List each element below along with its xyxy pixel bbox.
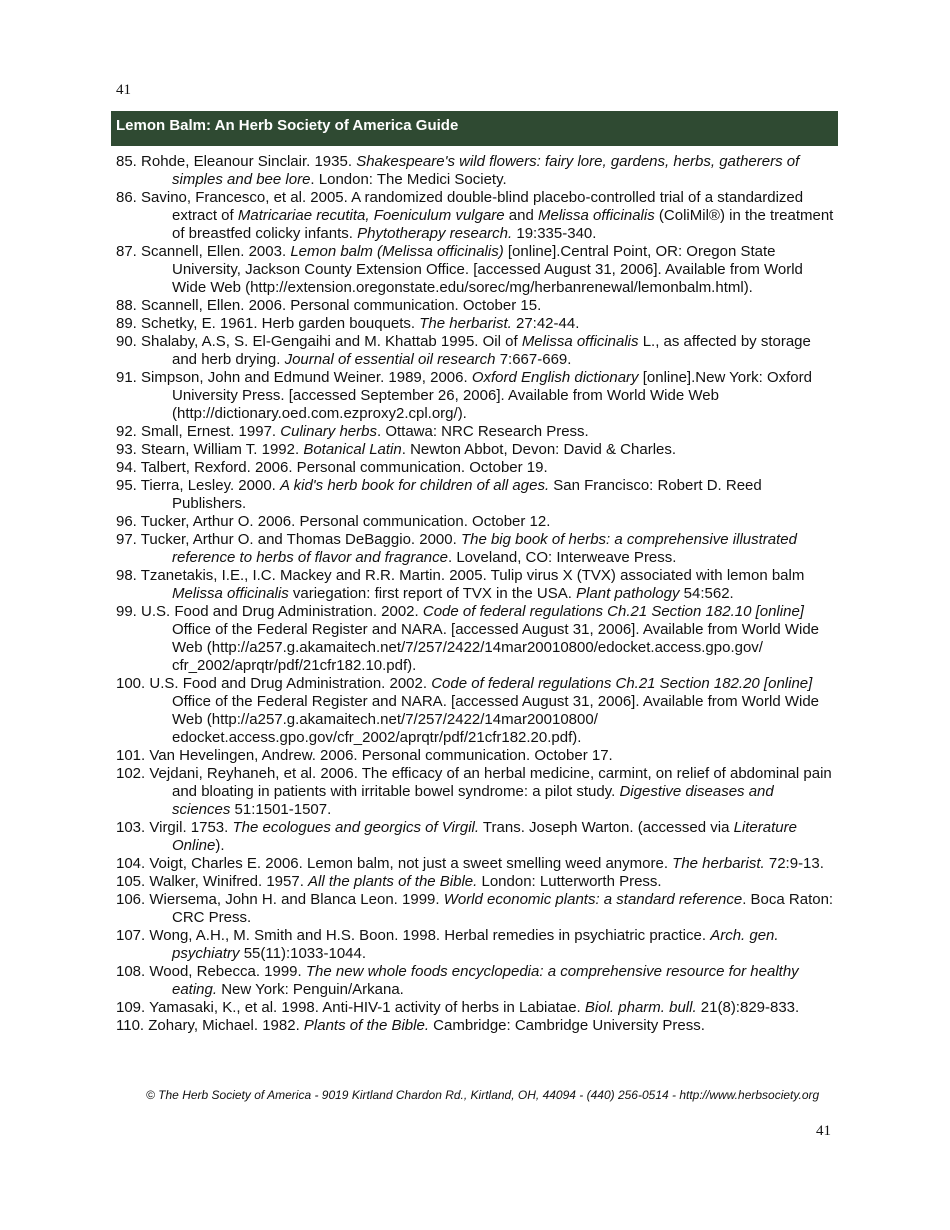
reference-text: Wiersema, John H. and Blanca Leon. 1999.: [149, 891, 444, 908]
reference-number: 95.: [116, 477, 137, 494]
reference-list: [116, 153, 836, 1035]
reference-text: Small, Ernest. 1997.: [141, 423, 281, 440]
reference-text: [online].Central Point, OR: Oregon State University, Jackson County Extension Office. [accessed August 31, 2006]. Available from World Wide Web (http://extension.oregonstate.edu/sorec/mg/herbanrenewal/lemonbalm.html).: [172, 243, 803, 296]
reference-item: [116, 333, 836, 369]
reference-text: Tucker, Arthur O. and Thomas DeBaggio. 2000.: [140, 531, 461, 548]
reference-item: [116, 675, 836, 747]
reference-item: [116, 243, 836, 297]
footer-copyright: © The Herb Society of America - 9019 Kirtland Chardon Rd., Kirtland, OH, 44094 - (440) 256-0514 - http://www.herbsociety.org: [146, 1088, 820, 1102]
reference-title-italic: Oxford English dictionary: [471, 369, 639, 386]
reference-text: Tierra, Lesley. 2000.: [140, 477, 280, 494]
reference-text: Tucker, Arthur O. 2006. Personal communication. October 12.: [140, 513, 551, 530]
reference-text: [online].New York: Oxford University Press. [accessed September 26, 2006]. Available from World Wide Web (http://dictionary.oed.com.ezproxy2.cpl.org/).: [172, 369, 812, 422]
reference-text: Zohary, Michael. 1982.: [148, 1017, 304, 1034]
reference-title-italic: Melissa officinalis: [538, 207, 655, 224]
reference-text: 7:667-669.: [495, 351, 572, 368]
reference-title-italic: Phytotherapy research.: [357, 225, 513, 242]
reference-title-italic: Literature Online: [172, 819, 797, 854]
reference-number: 99.: [116, 603, 137, 620]
reference-text: 21(8):829-833.: [696, 999, 800, 1016]
reference-text: Tzanetakis, I.E., I.C. Mackey and R.R. Martin. 2005. Tulip virus X (TVX) associated with lemon balm: [140, 567, 805, 584]
reference-number: 87.: [116, 243, 137, 260]
reference-number: 104.: [116, 855, 146, 872]
page-number-top: 41: [116, 82, 131, 98]
reference-number: 107.: [116, 927, 146, 944]
reference-item: [116, 477, 836, 513]
reference-text: 54:562.: [679, 585, 734, 602]
reference-item: [116, 297, 836, 315]
reference-text: Wood, Rebecca. 1999.: [149, 963, 306, 980]
reference-item: [116, 819, 836, 855]
reference-text: Vejdani, Reyhaneh, et al. 2006. The efficacy of an herbal medicine, carmint, on relief of abdominal pain and bloating in patients with irritable bowel syndrome: a pilot study.: [149, 765, 832, 800]
reference-title-italic: Plants of the Bible.: [303, 1017, 429, 1034]
reference-item: [116, 999, 836, 1017]
page-number-bottom: 41: [816, 1123, 831, 1139]
reference-title-italic: Culinary herbs: [280, 423, 377, 440]
reference-title-italic: Melissa officinalis: [172, 585, 289, 602]
reference-title-italic: The big book of herbs: a comprehensive illustrated reference to herbs of flavor and fragrance: [172, 531, 797, 566]
reference-title-italic: Melissa officinalis: [521, 333, 639, 350]
reference-item: [116, 189, 836, 243]
header-title: Lemon Balm: An Herb Society of America Guide: [116, 117, 459, 134]
reference-text: Shalaby, A.S, S. El-Gengaihi and M. Khattab 1995. Oil of: [141, 333, 522, 350]
reference-number: 85.: [116, 153, 137, 170]
reference-text: ).: [215, 837, 225, 854]
reference-number: 108.: [116, 963, 146, 980]
reference-title-italic: Code of federal regulations Ch.21 Section 182.10 [online]: [422, 603, 804, 620]
reference-text: . Newton Abbot, Devon: David & Charles.: [401, 441, 677, 458]
reference-item: [116, 765, 836, 819]
reference-text: U.S. Food and Drug Administration. 2002.: [149, 675, 432, 692]
reference-item: [116, 369, 836, 423]
reference-item: [116, 153, 836, 189]
reference-number: 92.: [116, 423, 137, 440]
reference-text: and: [504, 207, 539, 224]
reference-text: 55(11):1033-1044.: [239, 945, 367, 962]
reference-item: [116, 459, 836, 477]
reference-title-italic: The new whole foods encyclopedia: a comprehensive resource for healthy eating.: [172, 963, 799, 998]
reference-title-italic: Shakespeare's wild flowers: fairy lore, gardens, herbs, gatherers of simples and bee lore: [172, 153, 800, 188]
reference-text: Yamasaki, K., et al. 1998. Anti-HIV-1 activity of herbs in Labiatae.: [149, 999, 585, 1016]
reference-item: [116, 531, 836, 567]
reference-item: [116, 927, 836, 963]
reference-number: 100.: [116, 675, 146, 692]
reference-text: Office of the Federal Register and NARA. [accessed August 31, 2006]. Available from World Wide Web (http://a257.g.akamaitech.net/7/257/2422/14mar20010800/ edocket.access.gpo.gov/cfr_2002/aprqtr/pdf/21cfr182.20.pdf).: [172, 693, 820, 746]
reference-number: 102.: [116, 765, 146, 782]
reference-text: Savino, Francesco, et al. 2005. A randomized double-blind placebo-controlled trial of a standardized extract of: [141, 189, 804, 224]
reference-number: 86.: [116, 189, 137, 206]
reference-number: 103.: [116, 819, 146, 836]
reference-text: 27:42-44.: [511, 315, 580, 332]
reference-title-italic: The herbarist.: [419, 315, 512, 332]
reference-text: . Ottawa: NRC Research Press.: [376, 423, 589, 440]
reference-text: L., as affected by storage and herb drying.: [172, 333, 811, 368]
reference-title-italic: Arch. gen. psychiatry: [172, 927, 779, 962]
reference-text: Scannell, Ellen. 2003.: [141, 243, 291, 260]
reference-title-italic: Digestive diseases and sciences: [172, 783, 774, 818]
reference-text: . London: The Medici Society.: [310, 171, 507, 188]
reference-number: 91.: [116, 369, 137, 386]
reference-number: 90.: [116, 333, 137, 350]
reference-text: Van Hevelingen, Andrew. 2006. Personal communication. October 17.: [149, 747, 613, 764]
reference-item: [116, 747, 836, 765]
reference-text: Talbert, Rexford. 2006. Personal communication. October 19.: [140, 459, 548, 476]
reference-title-italic: Botanical Latin: [303, 441, 402, 458]
reference-text: Wong, A.H., M. Smith and H.S. Boon. 1998. Herbal remedies in psychiatric practice.: [149, 927, 711, 944]
reference-text: variegation: first report of TVX in the USA.: [288, 585, 577, 602]
reference-number: 94.: [116, 459, 137, 476]
reference-title-italic: Biol. pharm. bull.: [584, 999, 697, 1016]
reference-text: Schetky, E. 1961. Herb garden bouquets.: [141, 315, 420, 332]
reference-text: New York: Penguin/Arkana.: [217, 981, 404, 998]
header-banner: [111, 111, 838, 146]
reference-number: 98.: [116, 567, 137, 584]
reference-text: (ColiMil®) in the treatment of breastfed colicky infants.: [172, 207, 834, 242]
reference-text: 19:335-340.: [512, 225, 597, 242]
reference-text: Virgil. 1753.: [149, 819, 233, 836]
reference-text: . Loveland, CO: Interweave Press.: [448, 549, 677, 566]
reference-number: 96.: [116, 513, 137, 530]
reference-text: Rohde, Eleanour Sinclair. 1935.: [141, 153, 357, 170]
reference-text: Cambridge: Cambridge University Press.: [428, 1017, 705, 1034]
reference-title-italic: Code of federal regulations Ch.21 Section 182.20 [online]: [431, 675, 813, 692]
reference-title-italic: World economic plants: a standard reference: [443, 891, 743, 908]
reference-title-italic: Lemon balm (Melissa officinalis): [290, 243, 504, 260]
reference-item: [116, 423, 836, 441]
reference-item: [116, 1017, 836, 1035]
reference-item: [116, 513, 836, 531]
reference-text: Office of the Federal Register and NARA. [accessed August 31, 2006]. Available from World Wide Web (http://a257.g.akamaitech.net/7/257/2422/14mar20010800/edocket.access.gpo.gov/ cfr_2002/aprqtr/pdf/21cfr182.10.pdf).: [172, 621, 820, 674]
reference-title-italic: Plant pathology: [576, 585, 680, 602]
reference-title-italic: All the plants of the Bible.: [308, 873, 478, 890]
reference-text: Simpson, John and Edmund Weiner. 1989, 2006.: [141, 369, 472, 386]
reference-item: [116, 963, 836, 999]
reference-item: [116, 315, 836, 333]
reference-item: [116, 567, 836, 603]
reference-text: San Francisco: Robert D. Reed Publishers.: [172, 477, 762, 512]
reference-number: 101.: [116, 747, 146, 764]
reference-title-italic: Matricariae recutita, Foeniculum vulgare: [237, 207, 505, 224]
reference-title-italic: Journal of essential oil research: [284, 351, 496, 368]
reference-title-italic: The ecologues and georgics of Virgil.: [232, 819, 480, 836]
reference-text: London: Lutterworth Press.: [477, 873, 662, 890]
reference-text: 51:1501-1507.: [230, 801, 332, 818]
reference-item: [116, 855, 836, 873]
reference-text: Voigt, Charles E. 2006. Lemon balm, not just a sweet smelling weed anymore.: [149, 855, 673, 872]
reference-text: U.S. Food and Drug Administration. 2002.: [141, 603, 423, 620]
reference-text: 72:9-13.: [764, 855, 824, 872]
reference-number: 109.: [116, 999, 146, 1016]
reference-text: . Boca Raton: CRC Press.: [172, 891, 834, 926]
reference-text: Stearn, William T. 1992.: [141, 441, 304, 458]
reference-number: 106.: [116, 891, 146, 908]
reference-number: 97.: [116, 531, 137, 548]
reference-title-italic: The herbarist.: [672, 855, 765, 872]
reference-number: 105.: [116, 873, 146, 890]
reference-text: Trans. Joseph Warton. (accessed via: [479, 819, 734, 836]
reference-item: [116, 891, 836, 927]
reference-number: 88.: [116, 297, 137, 314]
reference-number: 110.: [116, 1017, 145, 1034]
reference-number: 89.: [116, 315, 137, 332]
reference-text: Walker, Winifred. 1957.: [149, 873, 309, 890]
reference-title-italic: A kid's herb book for children of all ages.: [280, 477, 550, 494]
reference-item: [116, 603, 836, 675]
reference-number: 93.: [116, 441, 137, 458]
reference-item: [116, 441, 836, 459]
reference-item: [116, 873, 836, 891]
reference-text: Scannell, Ellen. 2006. Personal communication. October 15.: [141, 297, 542, 314]
